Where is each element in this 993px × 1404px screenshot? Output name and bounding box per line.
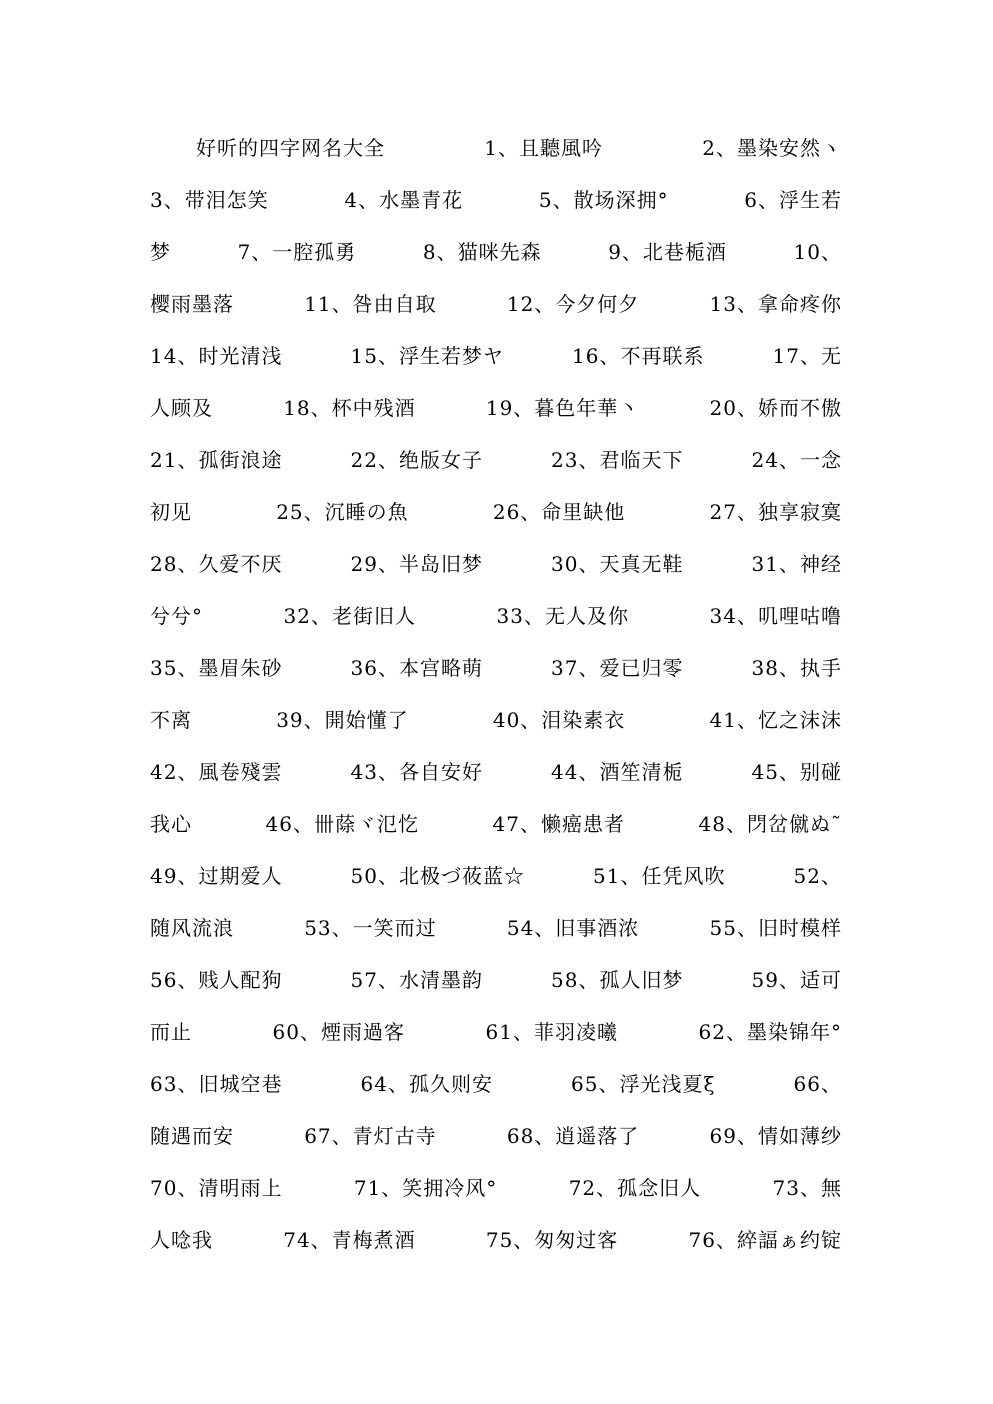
text-line	[150, 850, 842, 902]
name-item: 49、过期爱人	[150, 864, 283, 888]
text-line	[150, 798, 842, 850]
text-line	[150, 1006, 842, 1058]
text-line	[150, 330, 842, 382]
text-line	[150, 1058, 842, 1110]
name-item: 3、带泪怎笑	[150, 188, 269, 212]
name-item: 18、杯中残酒	[283, 396, 416, 420]
name-item: 27、独享寂寞	[709, 500, 842, 524]
name-item: 12、今夕何夕	[506, 292, 640, 316]
name-item: 37、爱已归零	[551, 656, 684, 680]
document-title: 好听的四字网名大全	[196, 136, 385, 160]
name-item: 8、猫咪先森	[422, 240, 542, 264]
name-item: 69、情如薄纱	[709, 1124, 842, 1148]
name-item: 51、任凭风吹	[593, 864, 726, 888]
name-item: 72、孤念旧人	[568, 1176, 702, 1200]
name-item: 23、君临天下	[551, 448, 684, 472]
name-item: 67、青灯古寺	[304, 1124, 437, 1148]
name-item: 36、本宫略萌	[350, 656, 483, 680]
name-item: 我心	[150, 812, 192, 836]
name-item: 75、匆匆过客	[485, 1228, 619, 1252]
name-item: 70、清明雨上	[150, 1176, 283, 1200]
name-item: 66、	[793, 1072, 842, 1096]
name-item: 76、綷諨ぁ约锭	[688, 1228, 842, 1252]
name-item: 17、无	[772, 344, 842, 368]
name-item: 56、贱人配狗	[150, 968, 283, 992]
name-item: 38、执手	[751, 656, 842, 680]
name-item: 而止	[150, 1020, 192, 1044]
name-item: 42、風卷殘雲	[150, 760, 283, 784]
text-line	[150, 122, 842, 174]
name-item: 53、一笑而过	[304, 916, 437, 940]
text-line	[150, 382, 842, 434]
name-item: 39、開始懂了	[276, 708, 409, 732]
text-line	[150, 1214, 842, 1266]
name-item: 60、煙雨過客	[272, 1020, 405, 1044]
text-line	[150, 954, 842, 1006]
name-item: 15、浮生若梦ヤ	[350, 344, 504, 368]
text-line	[150, 226, 842, 278]
name-item: 21、孤街浪途	[150, 448, 283, 472]
name-item: 41、忆之沫沫	[709, 708, 842, 732]
name-item: 35、墨眉朱砂	[150, 656, 283, 680]
name-item: 29、半岛旧梦	[350, 552, 483, 576]
name-item: 54、旧事酒浓	[506, 916, 640, 940]
name-item: 48、閁岔僦ぬ˜	[698, 812, 842, 836]
name-item: 10、	[793, 240, 842, 264]
name-item: 61、菲羽凌曦	[485, 1020, 618, 1044]
name-item: 梦	[150, 240, 171, 264]
text-line	[150, 486, 842, 538]
text-line	[150, 1110, 842, 1162]
name-item: 4、水墨青花	[344, 188, 464, 212]
text-line	[150, 642, 842, 694]
name-item: 64、孤久则安	[360, 1072, 493, 1096]
name-item: 58、孤人旧梦	[551, 968, 684, 992]
name-item: 46、卌蒢ヾ氾忔	[265, 812, 419, 836]
name-item: 6、浮生若	[744, 188, 842, 212]
name-item: 7、一腔孤勇	[237, 240, 357, 264]
text-line	[150, 590, 842, 642]
name-item: 2、墨染安然ヽ	[702, 136, 842, 160]
name-item: 34、叽哩咕噜	[709, 604, 842, 628]
name-item: 32、老街旧人	[283, 604, 416, 628]
name-item: 47、懒癌患者	[492, 812, 625, 836]
name-item: 13、拿命疼你	[709, 292, 842, 316]
text-line	[150, 278, 842, 330]
name-item: 30、天真无鞋	[551, 552, 684, 576]
name-item: 57、水清墨韵	[350, 968, 483, 992]
name-item: 随风流浪	[150, 916, 234, 940]
name-item: 14、时光清浅	[150, 344, 283, 368]
text-line	[150, 694, 842, 746]
name-item: 19、暮色年華丶	[485, 396, 640, 420]
name-item: 62、墨染锦年°	[698, 1020, 842, 1044]
name-item: 71、笑拥冷风°	[353, 1176, 498, 1200]
name-item: 43、各自安好	[350, 760, 483, 784]
name-item: 68、逍遥落了	[506, 1124, 640, 1148]
name-item: 40、泪染素衣	[492, 708, 626, 732]
name-item: 73、無	[772, 1176, 842, 1200]
text-line	[150, 538, 842, 590]
name-item: 45、别碰	[751, 760, 842, 784]
text-line	[150, 746, 842, 798]
name-item: 9、北巷栀酒	[608, 240, 727, 264]
name-item: 25、沉睡の魚	[276, 500, 409, 524]
name-item: 11、咎由自取	[304, 292, 437, 316]
name-item: 1、且聽風吟	[484, 136, 603, 160]
text-line	[150, 174, 842, 226]
name-item: 26、命里缺他	[492, 500, 626, 524]
name-item: 33、无人及你	[496, 604, 629, 628]
name-item: 59、适可	[751, 968, 842, 992]
name-item: 16、不再联系	[572, 344, 705, 368]
name-item: 52、	[793, 864, 842, 888]
text-line	[150, 1162, 842, 1214]
name-item: 50、北极づ莜蓝☆	[350, 864, 525, 888]
name-item: 63、旧城空巷	[150, 1072, 283, 1096]
name-item: 28、久爱不厌	[150, 552, 283, 576]
name-item: 55、旧时模样	[709, 916, 842, 940]
name-item: 随遇而安	[150, 1124, 234, 1148]
name-item: 31、神经	[751, 552, 842, 576]
name-item: 20、娇而不傲	[709, 396, 842, 420]
name-item: 兮兮°	[150, 604, 203, 628]
name-item: 74、青梅煮酒	[283, 1228, 416, 1252]
name-item: 44、酒笙清栀	[551, 760, 684, 784]
name-item: 5、散场深拥°	[538, 188, 669, 212]
name-item: 不离	[150, 708, 192, 732]
name-item: 初见	[150, 500, 192, 524]
document-page	[150, 122, 842, 1266]
name-item: 人唸我	[150, 1228, 213, 1252]
name-item: 24、一念	[751, 448, 842, 472]
name-item: 22、绝版女子	[350, 448, 483, 472]
text-line	[150, 434, 842, 486]
name-item: 人顾及	[150, 396, 213, 420]
text-line	[150, 902, 842, 954]
name-item: 65、浮光浅夏ξ	[571, 1072, 716, 1096]
name-item: 樱雨墨落	[150, 292, 234, 316]
